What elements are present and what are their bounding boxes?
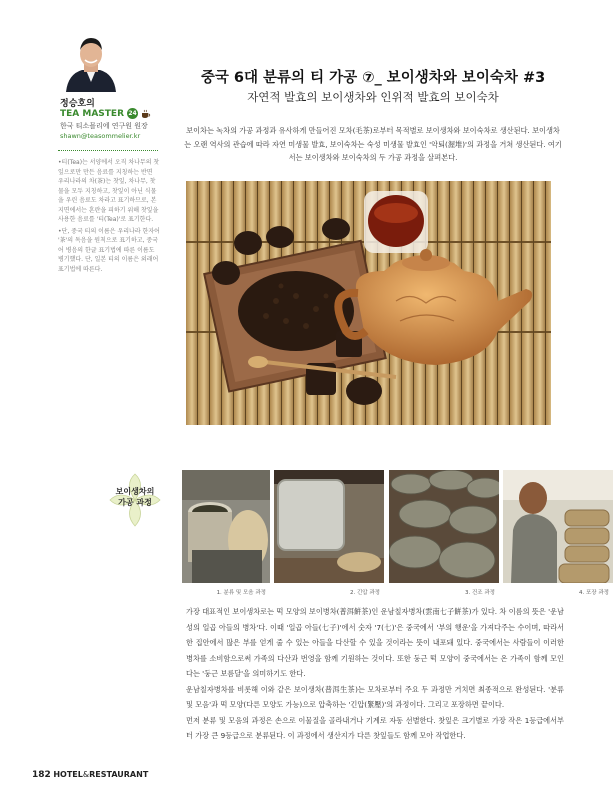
side-notes [58,158,160,276]
process-label-line: 가공 과정 [118,498,152,507]
issue-number-badge: 24 [128,110,137,117]
article-title: 중국 6대 분류의 티 가공 ⑦_ 보이생차와 보이숙차 #3 [200,70,546,86]
main-photo-teapot [186,181,551,425]
page-number: 182 [32,770,51,780]
body-paragraph: 가장 대표적인 보이생차로는 떡 모양의 보이병차(普洱餠茶)인 운남칠자병차(雲南七子餠茶)가 있다. 차 이름의 뜻은 '운남성의 일곱 아들의 병차'다. 이때 '일곱 아들(七子)'에서 숫자 '7(七)'은 중국에서 '부의 행운'을 가져다주는 수이며, 따라서 한 집안에서 많은 부를 얻게 줄 수 있는 아들을 다산할 수 있을 것이라는 뜻이 내포돼 있다. 중국에서는 사람들이 이러한 병차를 소비함으로써 가족의 다산과 번영을 함께 기원하는 것이다. 또한 둥근 떡 모양이 중국에서는 온 가족이 함께 모인다는 '둥근 보름달'을 의미하기도 한다. [186,607,564,678]
caption-3: 3. 건조 과정 [465,590,495,596]
caption-4: 4. 포장 과정 [579,590,609,596]
article-body [186,604,564,744]
caption-1: 1. 분류 및 모음 과정 [216,590,266,596]
process-label [106,486,164,508]
tea-master-label: TEA MASTER [60,108,125,119]
author-email: shawn@teasommelier.kr [60,132,141,140]
side-note: •티(Tea)는 서양에서 오직 차나무의 찻잎으로만 만든 음료를 지칭하는 반면 우리나라의 차(茶)는 찻잎, 차나무, 찻물을 모두 지칭하고, 찻잎이 아닌 식물을 우린 음료도 차라고 표기하므로, 본 지면에서는 혼란을 피하기 위해 찻잎을 사용한 음료를 '티(Tea)'로 표기한다. [58,159,160,223]
body-paragraph: 먼저 분류 및 모음의 과정은 손으로 이물질을 골라내거나 기계로 자동 선별한다. 찻잎은 크기별로 가장 작은 1등급에서부터 가장 큰 9등급으로 분류된다. 이 과정에서 생산지가 다른 찻잎들도 함께 모아 작업한다. [186,715,564,740]
author-role: 한국 티소믈리에 연구원 원장 [60,122,148,130]
process-label-line: 보이생차의 [115,487,155,496]
magazine-ampersand: & [82,770,90,779]
side-note: •단, 중국 티의 이름은 우리나라 한자어 '茶'의 독음을 원칙으로 표기하고, 중국어 병음의 한글 표기법에 따른 이름도 병기했다. 단, 일본 티의 이름은 외래어 표기법에 따른다. [58,227,160,273]
divider [58,150,158,151]
process-photo-sorting [182,470,270,583]
process-photo-drying [389,470,499,583]
magazine-name: HOTEL [53,770,83,779]
article-intro: 보이차는 녹차의 가공 과정과 유사하게 만들어진 모차(毛茶)로부터 목적별로 보이생차와 보이숙차로 생산된다. 보이생차는 오랜 역사의 관습에 따라 자연 미생물 발효, 보이숙차는 숙성 미생물 발효인 '악퇴(渥堆)'의 과정을 거쳐 생산된다. 여기서는 보이생차와 보이숙차의 두 가공 과정을 살펴본다. [184,126,562,162]
author-photo [60,30,122,92]
magazine-name-2: RESTAURANT [89,770,149,779]
body-paragraph: 운남칠자병차를 비롯해 이와 같은 보이생차(普洱生茶)는 모차로부터 주요 두 과정만 거치면 최종적으로 완성된다. '분류 및 모음'과 떡 모양(다른 모양도 가능)으로 압축하는 '긴압(緊壓)'의 과정이다. 그리고 포장하면 끝이다. [186,684,564,709]
process-photo-packing [503,470,613,583]
author-name: 정승호의 [60,99,95,109]
column-title [60,108,151,119]
caption-2: 2. 긴압 과정 [350,590,380,596]
page-footer [32,770,148,780]
article-subtitle: 자연적 발효의 보이생차와 인위적 발효의 보이숙차 [247,90,499,104]
process-photo-pressing [274,470,384,583]
tea-cup-icon [141,109,151,119]
